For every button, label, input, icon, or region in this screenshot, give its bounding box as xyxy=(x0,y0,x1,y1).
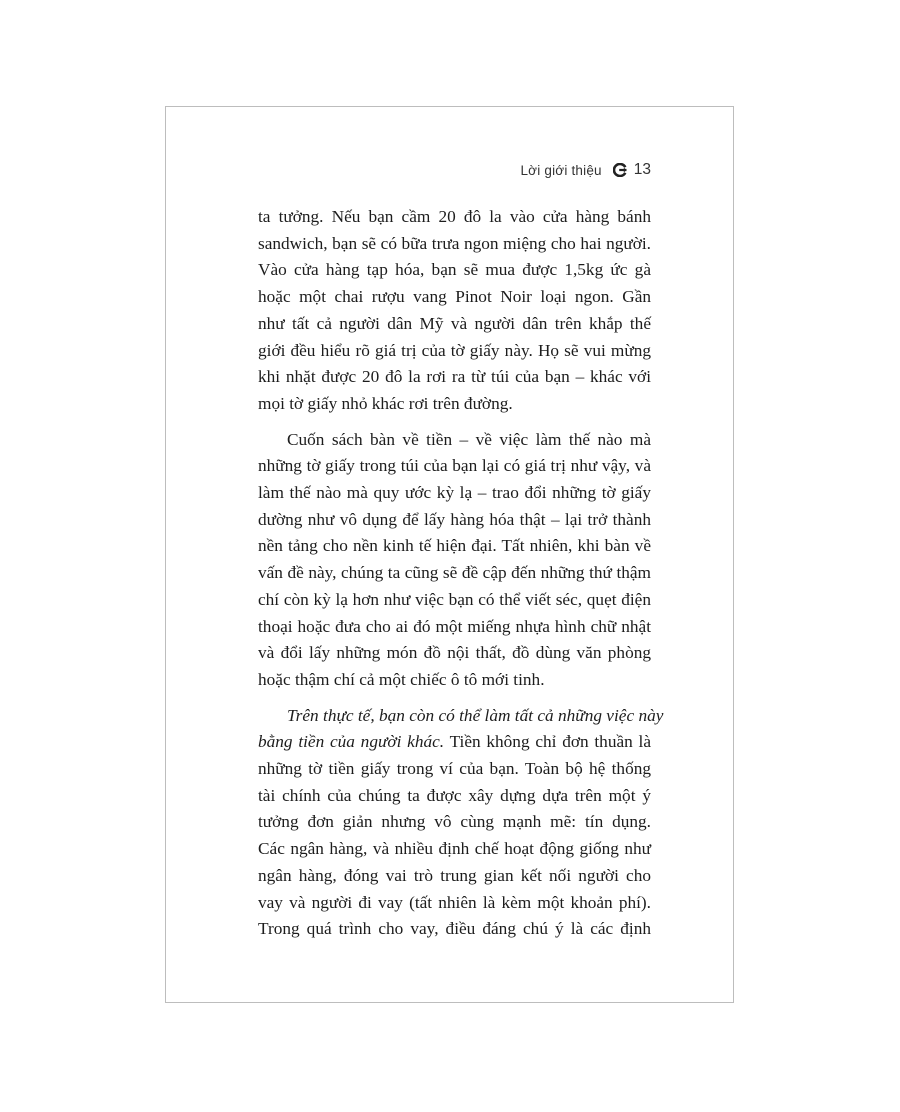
chapter-title: Lời giới thiệu xyxy=(520,162,602,178)
text-line: Vào cửa hàng tạp hóa, bạn sẽ mua được 1,5kg ức gà xyxy=(258,260,651,280)
text-run: Tiền không chỉ đơn thuần là xyxy=(444,732,651,752)
text-line: Trong quá trình cho vay, điều đáng chú ý là các định xyxy=(258,919,651,939)
text-line: nền tảng cho nền kinh tế hiện đại. Tất nhiên, khi bàn về xyxy=(258,536,651,556)
text-line: dường như vô dụng để lấy hàng hóa thật – lại trở thành xyxy=(258,509,651,529)
text-line: vay và người đi vay (tất nhiên là kèm một khoản phí). xyxy=(258,892,651,912)
running-header xyxy=(520,161,651,179)
italic-phrase: bằng tiền của người khác. xyxy=(258,732,445,752)
italic-line: Trên thực tế, bạn còn có thể làm tất cả những việc này xyxy=(287,705,664,725)
text-line: tài chính của chúng ta được xây dựng dựa trên một ý xyxy=(258,785,651,805)
text-line: và đổi lấy những món đồ nội thất, đồ dùng văn phòng xyxy=(258,643,651,663)
paragraph-1 xyxy=(258,204,651,418)
text-line: Cuốn sách bàn về tiền – về việc làm thế nào mà xyxy=(287,429,651,449)
paragraph-2 xyxy=(258,427,651,694)
text-line: như tất cả người dân Mỹ và người dân trên khắp thế xyxy=(258,313,651,333)
text-line: chí còn kỳ lạ hơn như việc bạn có thể viết séc, quẹt điện xyxy=(258,589,651,609)
text-line: những tờ tiền giấy trong ví của bạn. Toàn bộ hệ thống xyxy=(258,759,651,779)
text-line: thoại hoặc đưa cho ai đó một miếng nhựa hình chữ nhật xyxy=(258,616,651,636)
page-number: 13 xyxy=(633,161,651,178)
c-arrow-icon xyxy=(613,163,627,177)
book-page xyxy=(165,106,734,1003)
text-line: mọi tờ giấy nhỏ khác rơi trên đường. xyxy=(258,393,513,413)
text-line: làm thế nào mà quy ước kỳ lạ – trao đổi những tờ giấy xyxy=(258,483,651,503)
text-line: hoặc thậm chí cả một chiếc ô tô mới tinh. xyxy=(258,669,545,689)
body-text xyxy=(258,204,664,943)
text-line: vấn đề này, chúng ta cũng sẽ đề cập đến những thứ thậm xyxy=(258,563,651,583)
text-line: sandwich, bạn sẽ có bữa trưa ngon miệng cho hai người. xyxy=(258,233,651,253)
text-line: ta tưởng. Nếu bạn cầm 20 đô la vào cửa hàng bánh xyxy=(258,207,651,226)
text-line: ngân hàng, đóng vai trò trung gian kết nối người cho xyxy=(258,865,651,885)
paragraph-3 xyxy=(258,703,664,943)
text-line xyxy=(258,729,651,756)
text-line: những tờ giấy trong túi của bạn lại có giá trị như vậy, và xyxy=(258,456,651,476)
text-line: khi nhặt được 20 đô la rơi ra từ túi của bạn – khác với xyxy=(258,367,651,387)
text-line: tưởng đơn giản nhưng vô cùng mạnh mẽ: tín dụng. xyxy=(258,812,651,832)
text-line: giới đều hiểu rõ giá trị của tờ giấy này. Họ sẽ vui mừng xyxy=(258,340,651,360)
text-line: Các ngân hàng, và nhiều định chế hoạt động giống như xyxy=(258,839,651,859)
text-line: hoặc một chai rượu vang Pinot Noir loại ngon. Gần xyxy=(258,287,651,307)
